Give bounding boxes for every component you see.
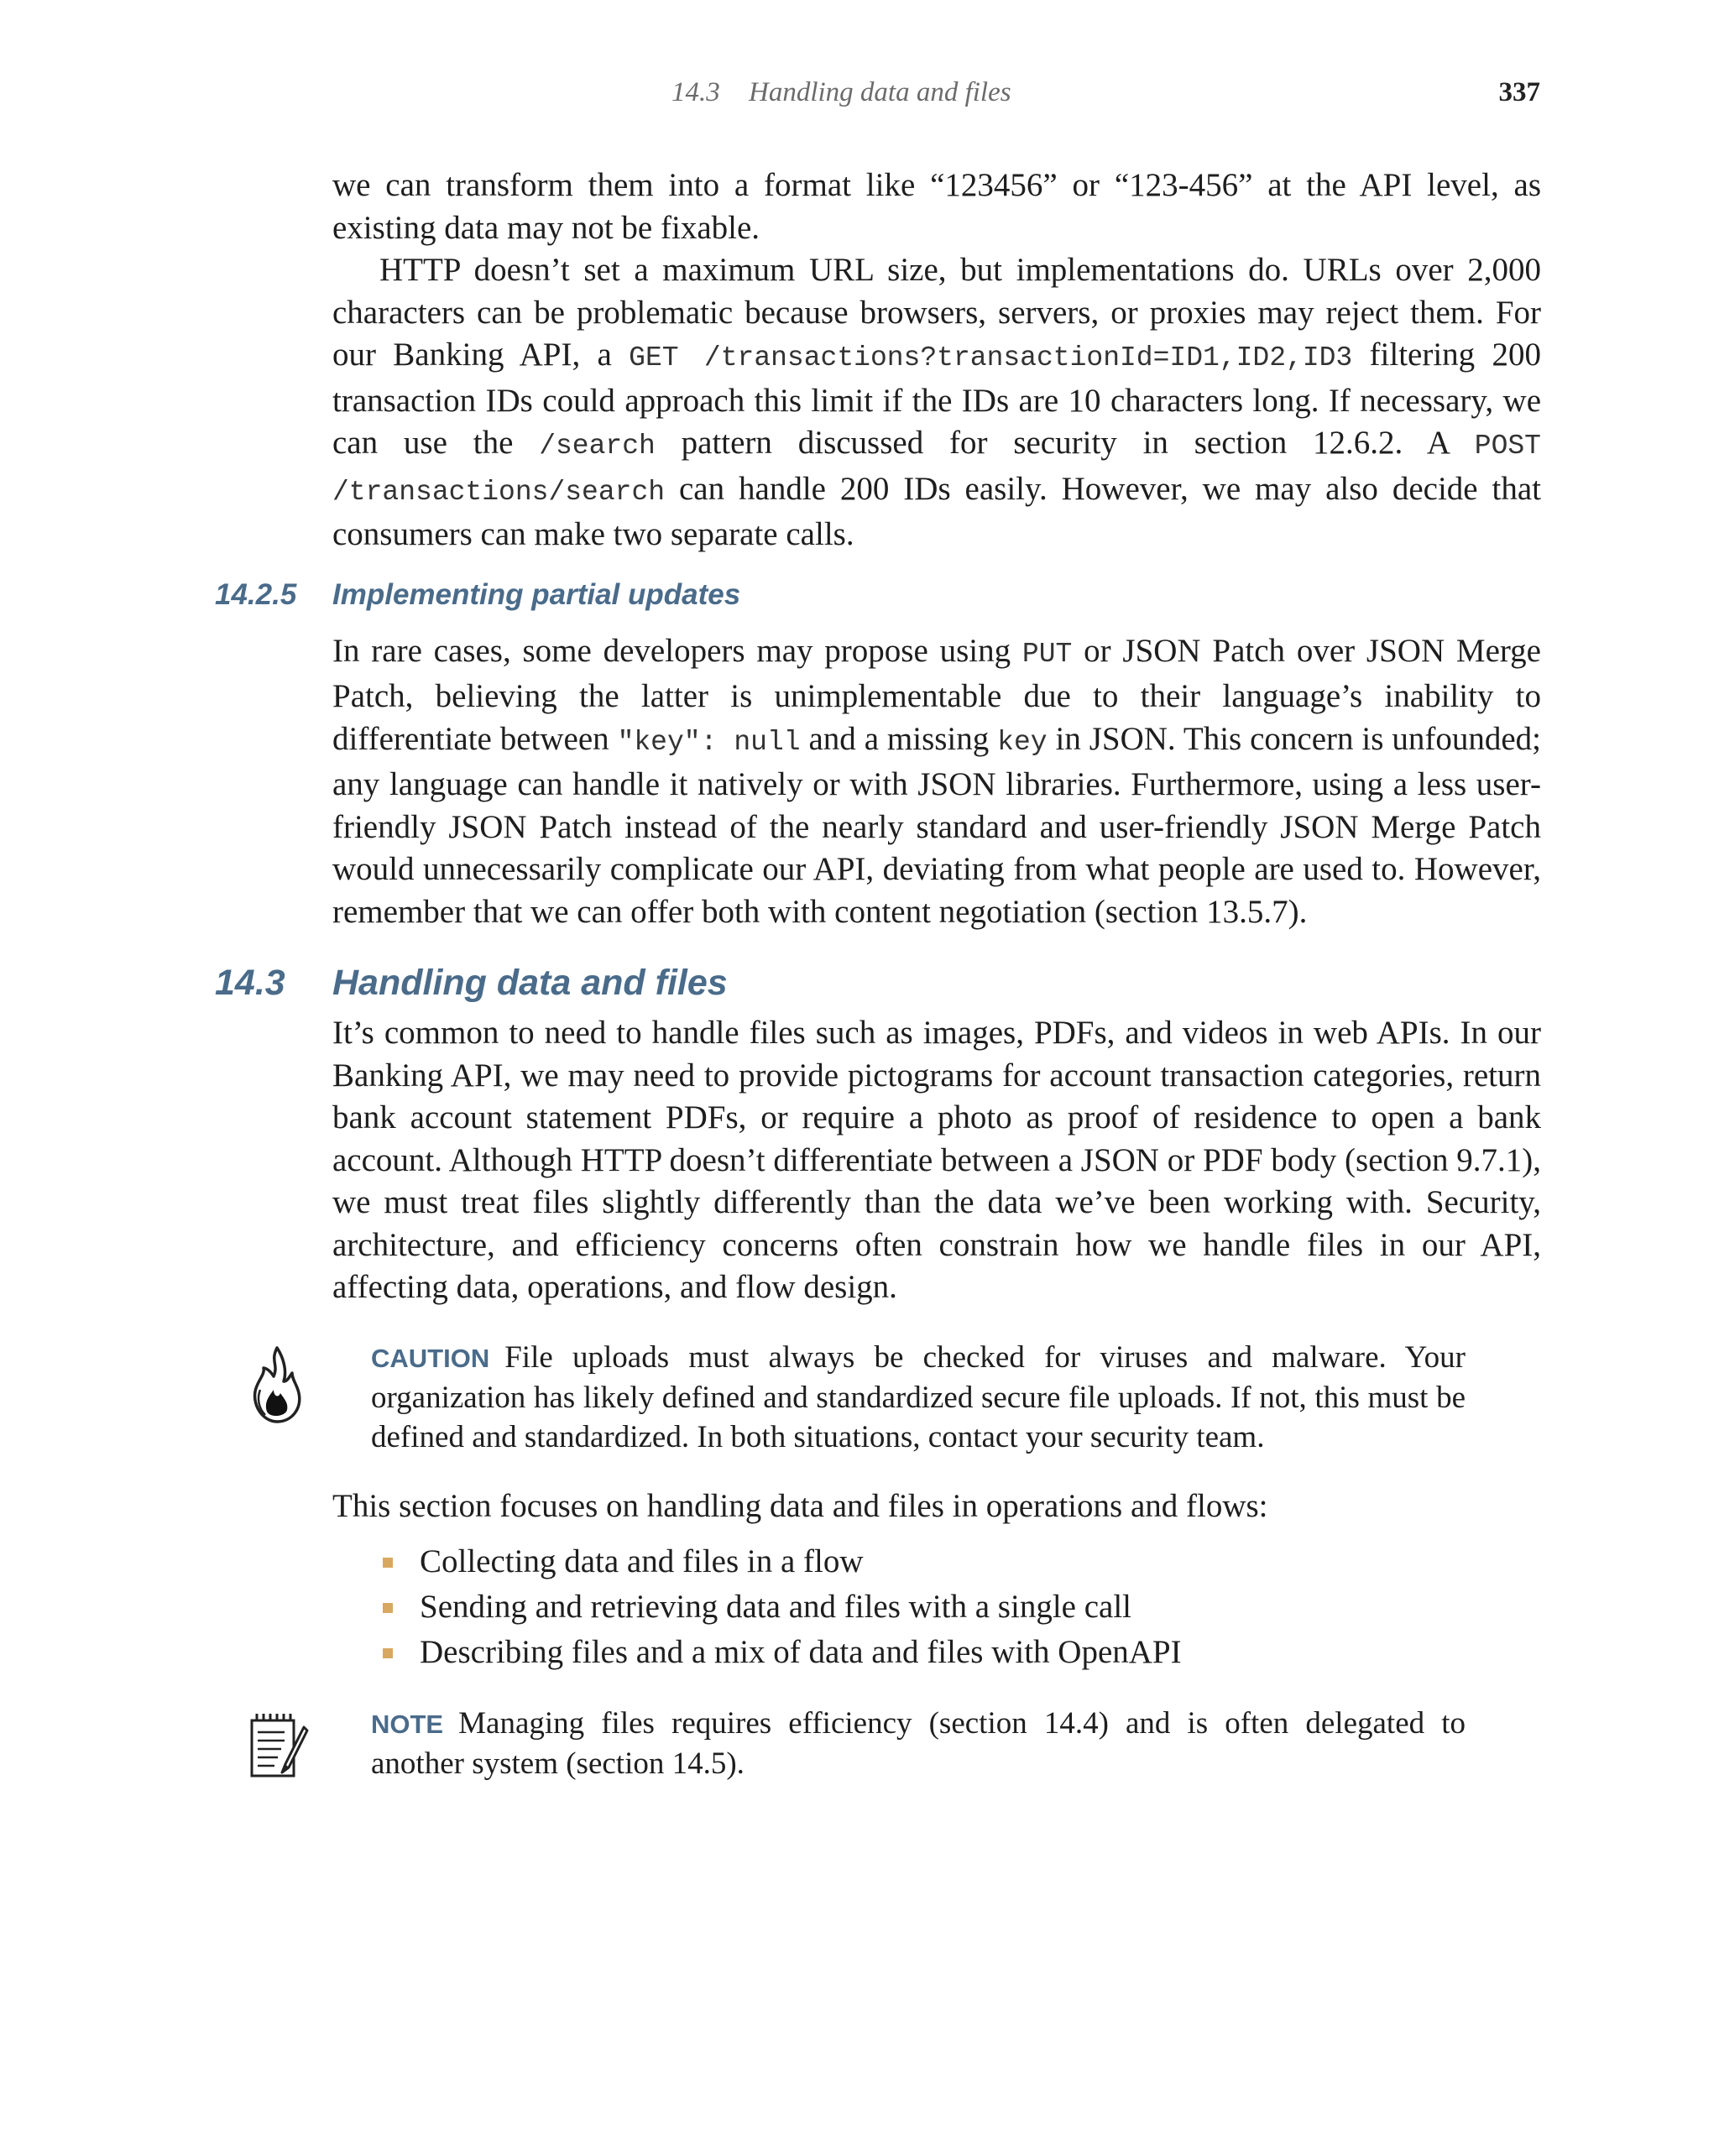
inline-code: PUT <box>1021 638 1073 670</box>
running-title <box>671 77 1011 108</box>
inline-code: GET /transactions?transactionId=ID1,ID2,ID3 <box>629 342 1353 373</box>
running-section-title: Handling data and files <box>749 77 1011 107</box>
subsection-title: Implementing partial updates <box>332 577 741 611</box>
list-item <box>383 1539 1541 1584</box>
text-run: pattern discussed for security in section 12.6.2. A <box>655 425 1475 461</box>
paragraph-intro: It’s common to need to handle files such as images, PDFs, and videos in web APIs. In our Banking API, we may need to provide pictograms for account transaction categories, return bank account statement PDFs, or require a photo as proof of residence to open a bank account. Although HTTP doesn’t differentiate between a JSON or PDF body (section 9.7.1), we must treat files slightly differently than the data we’ve been working with. Security, architecture, and efficiency concerns often constrain how we handle files in our API, affecting data, operations, and flow design. <box>332 1015 1541 1305</box>
paragraph-focus: This section focuses on handling data and files in operations and flows: <box>332 1487 1268 1524</box>
notepad-icon <box>245 1709 309 1793</box>
text-run: can handle 200 IDs easily. However, we may also decide that consumers can make two separate calls. <box>332 470 1541 552</box>
page-body <box>215 164 1541 1783</box>
caution-label: CAUTION <box>371 1343 490 1373</box>
section-title: Handling data and files <box>332 963 728 1003</box>
list-item <box>383 1630 1541 1675</box>
list-item <box>383 1584 1541 1630</box>
text-run: or JSON Patch over JSON Merge Patch, believing the latter is unimplementable due to their language’s inability to differentiate between <box>332 632 1541 757</box>
caution-text: File uploads must always be checked for viruses and malware. Your organization has likely defined and standardized secure file uploads. If not, this must be defined and standardized. In both situations, contact your security team. <box>371 1339 1466 1454</box>
bullet-list <box>383 1539 1541 1675</box>
note-text: Managing files requires efficiency (section 14.4) and is often delegated to another system (section 14.5). <box>371 1706 1466 1781</box>
text-run: in JSON. This concern is unfounded; any language can handle it natively or with JSON libraries. Furthermore, using a less user-friendly JSON Patch instead of the nearly standard and user-friendly JSON Merge Patch would unnecessarily complicate our API, deviating from what people are used to. However, remember that we can offer both with content negotiation (section 13.5.7). <box>332 720 1541 930</box>
bullet-square-icon <box>383 1558 393 1568</box>
inline-code: "key": null <box>617 726 801 758</box>
fire-icon <box>245 1343 309 1427</box>
text-run: filtering 200 transaction IDs could approach this limit if the IDs are 10 characters long. If necessary, we can use the <box>332 337 1541 461</box>
list-item-text: Collecting data and files in a flow <box>420 1543 864 1579</box>
bullet-square-icon <box>383 1603 393 1613</box>
paragraph-url-size <box>332 249 1541 556</box>
list-item-text: Sending and retrieving data and files with a single call <box>420 1589 1132 1625</box>
inline-code: POST /transactions/search <box>332 431 1541 508</box>
inline-code: key <box>997 726 1048 758</box>
text-run: and a missing <box>800 720 998 757</box>
running-section-number: 14.3 <box>671 77 720 107</box>
caution-callout <box>371 1338 1466 1457</box>
page-number: 337 <box>1498 77 1540 107</box>
inline-code: /search <box>539 431 656 462</box>
running-header <box>0 77 1719 119</box>
note-callout <box>371 1704 1466 1783</box>
paragraph-continued: we can transform them into a format like “123456” or “123-456” at the API level, as existing data may not be fixable. <box>332 167 1541 246</box>
bullet-square-icon <box>383 1648 393 1658</box>
note-label: NOTE <box>371 1710 444 1739</box>
section-heading <box>215 958 1541 1007</box>
subsection-heading <box>215 575 1541 615</box>
list-item-text: Describing files and a mix of data and files with OpenAPI <box>420 1634 1182 1670</box>
paragraph-partial-updates <box>332 630 1541 934</box>
text-run: HTTP doesn’t set a maximum URL size, but implementations do. URLs over 2,000 characters can be problematic because browsers, servers, or proxies may reject them. For our Banking API, a <box>332 252 1541 373</box>
subsection-number: 14.2.5 <box>215 577 297 611</box>
text-run: In rare cases, some developers may propose using <box>332 632 1022 669</box>
section-number: 14.3 <box>215 963 285 1003</box>
